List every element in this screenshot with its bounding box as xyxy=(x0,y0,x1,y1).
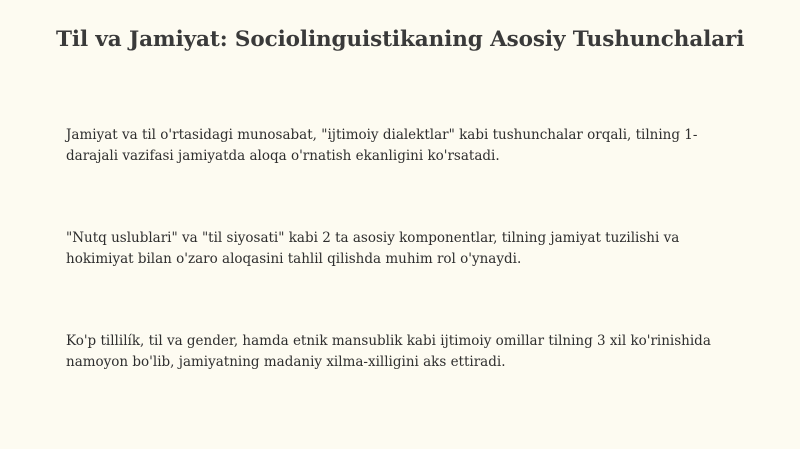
paragraph-1: Jamiyat va til o'rtasidagi munosabat, "ijtimoiy dialektlar" kabi tushunchalar orqali, tilning 1-darajali vazifasi jamiyatda aloqa o'rnatish ekanligini ko'rsatadi. xyxy=(66,127,698,164)
paragraph-3: Ko'p tillilík, til va gender, hamda etnik mansublik kabi ijtimoiy omillar tilning 3 xil ko'rinishida namoyon bo'lib, jamiyatning madaniy xilma-xilligini aks ettiradi. xyxy=(66,333,711,370)
slide-title: Til va Jamiyat: Sociolinguistikaning Asosiy Tushunchalari xyxy=(56,27,745,52)
paragraph-2: "Nutq uslublari" va "til siyosati" kabi 2 ta asosiy komponentlar, tilning jamiyat tuzilishi va hokimiyat bilan o'zaro aloqasini tahlil qilishda muhim rol o'ynaydi. xyxy=(66,230,680,267)
